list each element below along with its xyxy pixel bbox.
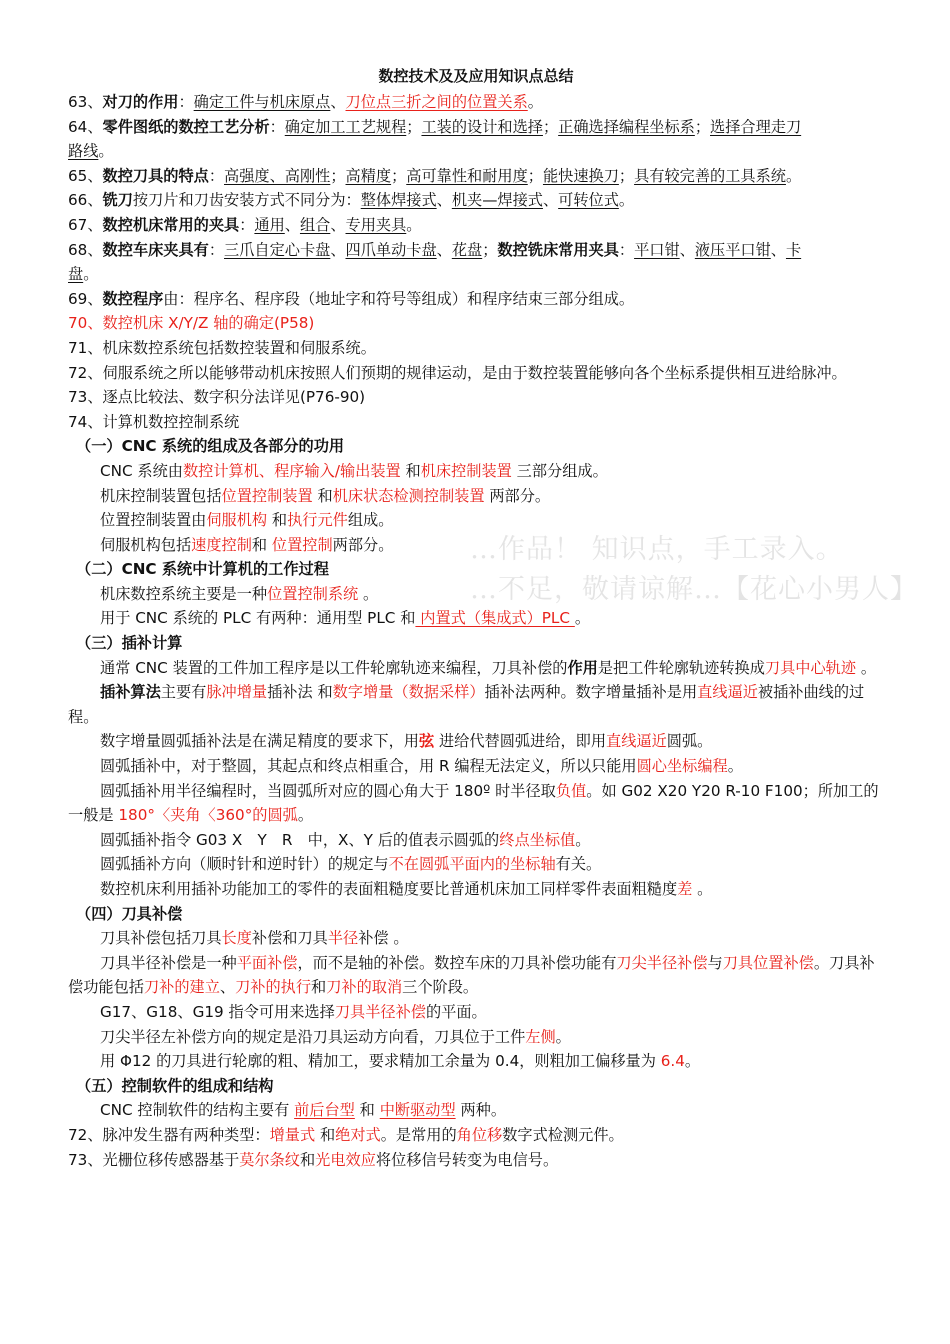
document-page bbox=[68, 62, 884, 1172]
section-4-heading: （四）刀具补偿 bbox=[76, 904, 183, 923]
section-3-para-8: 数控机床利用插补功能加工的零件的表面粗糙度要比普通机床加工同样零件表面粗糙度差 。 bbox=[100, 880, 713, 898]
item-73: 73、逐点比较法、数字积分法详见(P76-90) bbox=[68, 388, 366, 407]
section-4-para-3: G17、G18、G19 指令可用来选择刀具半径补偿的平面。 bbox=[100, 1002, 487, 1021]
section-2-heading: （二）CNC 系统中计算机的工作过程 bbox=[76, 560, 329, 579]
section-2-para-1: 机床数控系统主要是一种位置控制系统 。 bbox=[100, 584, 379, 603]
item-72-pulse: 72、脉冲发生器有两种类型：增量式 和绝对式。是常用的角位移数字式检测元件。 bbox=[68, 1125, 624, 1144]
section-4-para-5: 用 Φ12 的刀具进行轮廓的粗、精加工，要求精加工余量为 0.4，则粗加工偏移量为 6.4。 bbox=[100, 1052, 701, 1071]
item-65: 65、数控刀具的特点：高强度、高刚性；高精度；高可靠性和耐用度；能快速换刀；具有较完善的工具系统。 bbox=[68, 166, 802, 185]
section-1-para-4: 伺服机构包括速度控制和 位置控制两部分。 bbox=[100, 535, 394, 554]
section-3-para-7: 圆弧插补方向（顺时针和逆时针）的规定与不在圆弧平面内的坐标轴有关。 bbox=[100, 855, 602, 874]
item-70: 70、数控机床 X/Y/Z 轴的确定(P58) bbox=[68, 314, 315, 333]
section-1-heading: （一）CNC 系统的组成及各部分的功用 bbox=[76, 437, 345, 456]
item-67: 67、数控机床常用的夹具：通用、组合、专用夹具。 bbox=[68, 215, 422, 234]
item-71: 71、机床数控系统包括数控装置和伺服系统。 bbox=[68, 338, 376, 357]
section-4-para-1: 刀具补偿包括刀具长度补偿和刀具半径补偿 。 bbox=[100, 929, 409, 948]
section-3-para-3: 数字增量圆弧插补法是在满足精度的要求下，用弦 进给代替圆弧进给，即用直线逼近圆弧。 bbox=[100, 732, 713, 751]
item-68: 68、数控车床夹具有：三爪自定心卡盘、四爪单动卡盘、花盘；数控铣床常用夹具：平口钳、液压平口钳、卡 盘。 bbox=[68, 240, 802, 284]
watermark-line-1: …作品！ 知识点，手工录入。 bbox=[470, 534, 844, 565]
item-64: 64、零件图纸的数控工艺分析：确定加工工艺规程；工装的设计和选择；正确选择编程坐标系；选择合理走刀 路线。 bbox=[68, 117, 802, 161]
section-2-para-2: 用于 CNC 系统的 PLC 有两种：通用型 PLC 和 内置式（集成式）PLC 。 bbox=[100, 609, 591, 628]
item-72: 72、伺服系统之所以能够带动机床按照人们预期的规律运动，是由于数控装置能够向各个坐标系提供相互进给脉冲。 bbox=[68, 363, 847, 382]
section-1-para-1: CNC 系统由数控计算机、程序输入/输出装置 和机床控制装置 三部分组成。 bbox=[100, 461, 608, 480]
item-74: 74、计算机数控控制系统 bbox=[68, 412, 240, 431]
section-1-para-3: 位置控制装置由伺服机构 和执行元件组成。 bbox=[100, 511, 394, 530]
section-5-para-1: CNC 控制软件的结构主要有 前后台型 和 中断驱动型 两种。 bbox=[100, 1101, 507, 1120]
item-69: 69、数控程序由：程序名、程序段（地址字和符号等组成）和程序结束三部分组成。 bbox=[68, 289, 635, 308]
document-title: 数控技术及及应用知识点总结 bbox=[378, 67, 574, 85]
item-73-grating: 73、光栅位移传感器基于莫尔条纹和光电效应将位移信号转变为电信号。 bbox=[68, 1150, 559, 1169]
section-3-para-2: 插补算法主要有脉冲增量插补法 和数字增量（数据采样）插补法两种。数字增量插补是用直线逼近被插补曲线的过程。 bbox=[68, 683, 865, 726]
section-3-heading: （三）插补计算 bbox=[76, 634, 183, 653]
section-3-para-5: 圆弧插补用半径编程时，当圆弧所对应的圆心角大于 180º 时半径取负值。如 G02 X20 Y20 R-10 F100；所加工的一般是 180°〈夹角〈360°的圆弧。 bbox=[68, 781, 879, 825]
item-66: 66、铣刀按刀片和刀齿安装方式不同分为：整体焊接式、机夹—焊接式、可转位式。 bbox=[68, 191, 635, 210]
section-4-para-2: 刀具半径补偿是一种平面补偿，而不是轴的补偿。数控车床的刀具补偿功能有刀尖半径补偿与刀具位置补偿。刀具补偿功能包括刀补的建立、刀补的执行和刀补的取消三个阶段。 bbox=[68, 953, 875, 997]
section-3-para-4: 圆弧插补中，对于整圆，其起点和终点相重合，用 R 编程无法定义，所以只能用圆心坐标编程。 bbox=[100, 757, 743, 776]
section-3-para-6: 圆弧插补指令 G03 X Y R 中，X、Y 后的值表示圆弧的终点坐标值。 bbox=[100, 830, 591, 849]
watermark-line-2: …不足，敬请谅解…【花心小男人】 bbox=[470, 574, 918, 605]
section-4-para-4: 刀尖半径左补偿方向的规定是沿刀具运动方向看，刀具位于工件左侧。 bbox=[100, 1027, 571, 1046]
section-5-heading: （五）控制软件的组成和结构 bbox=[76, 1076, 274, 1095]
item-63: 63、对刀的作用：确定工件与机床原点、刀位点三折之间的位置关系。 bbox=[68, 93, 543, 111]
section-3-para-1: 通常 CNC 装置的工件加工程序是以工件轮廓轨迹来编程，刀具补偿的作用是把工件轮廓轨迹转换成刀具中心轨迹 。 bbox=[100, 658, 877, 677]
section-1-para-2: 机床控制装置包括位置控制装置 和机床状态检测控制装置 两部分。 bbox=[100, 486, 551, 505]
